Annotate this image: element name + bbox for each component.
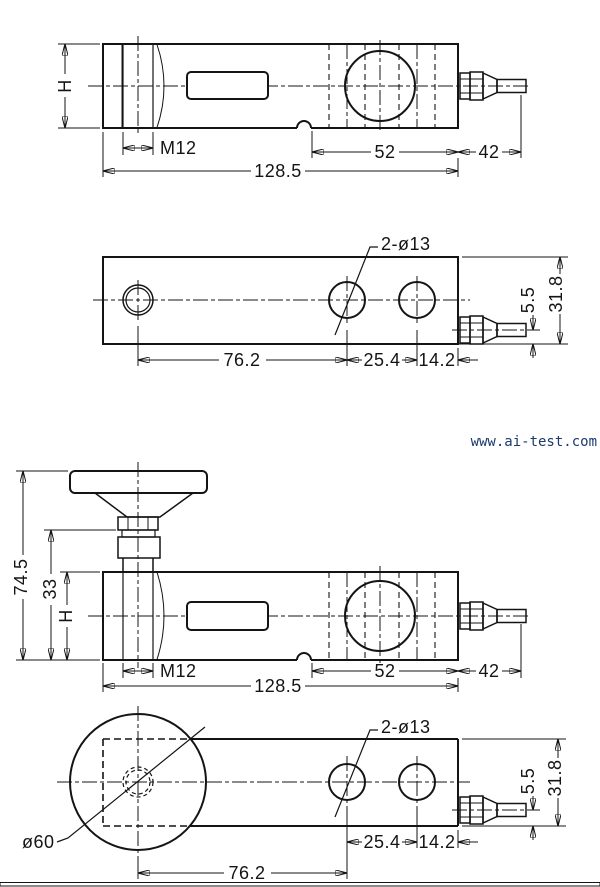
dim-31-8-label: 31.8: [546, 275, 566, 313]
dim-25-4-label: 25.4: [363, 832, 401, 852]
view-plan-bottom: [22, 706, 566, 883]
dim-height-label: H: [55, 79, 75, 93]
dim-52-label: 52: [374, 661, 396, 681]
dim-14-2-label: 14.2: [418, 832, 456, 852]
holes-callout: 2-ø13: [381, 234, 431, 254]
dim-5-5-label: 5.5: [518, 286, 538, 314]
dim-height-label: H: [56, 609, 76, 623]
dim-76-2-label: 76.2: [223, 350, 261, 370]
hole-leader: [335, 730, 378, 817]
dim-74-5-label: 74.5: [11, 558, 31, 596]
watermark: www.ai-test.com: [470, 434, 597, 450]
dim-42-label: 42: [478, 661, 500, 681]
view-side-top: [55, 36, 530, 181]
dim-thread-label: M12: [160, 661, 197, 681]
dim-25-4-label: 25.4: [363, 350, 401, 370]
view-side-bottom: [11, 462, 530, 696]
foot-diameter-label: ø60: [22, 832, 55, 852]
dim-76-2-label: 76.2: [228, 863, 266, 883]
lock-nut: [118, 537, 160, 558]
dim-14-2-label: 14.2: [418, 350, 456, 370]
dim-total-length-label: 128.5: [254, 676, 302, 696]
dim-33-label: 33: [40, 578, 60, 600]
view-plan-top: [93, 234, 568, 370]
holes-callout: 2-ø13: [381, 717, 431, 737]
foot-diameter-leader: [57, 727, 205, 842]
dim-5-5-label: 5.5: [518, 767, 538, 795]
dim-31-8-label: 31.8: [545, 759, 565, 797]
bottom-border: [0, 883, 600, 887]
foot-neck: [95, 493, 193, 517]
dim-42-label: 42: [478, 142, 500, 162]
dim-thread-label: M12: [160, 138, 197, 158]
dim-total-length-label: 128.5: [254, 161, 302, 181]
hole-leader: [335, 247, 378, 335]
dim-52-label: 52: [374, 142, 396, 162]
